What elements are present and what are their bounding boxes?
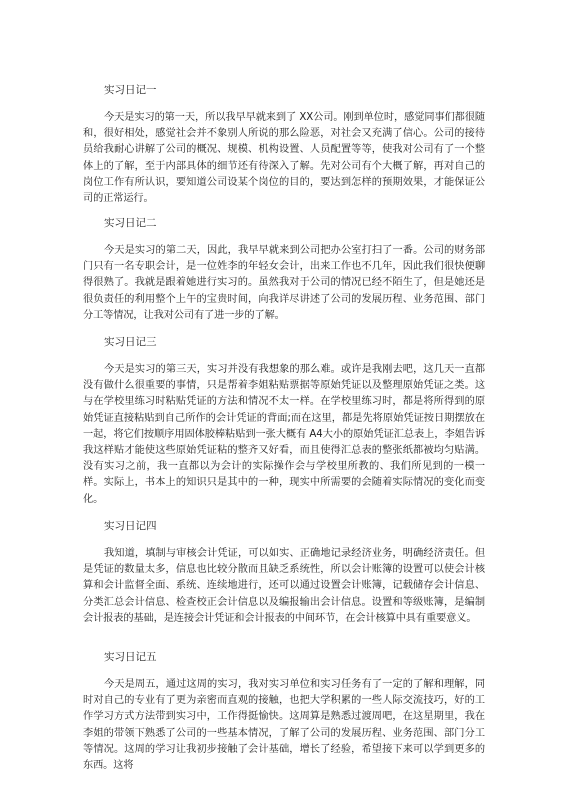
- entry-heading: 实习日记五: [104, 651, 157, 663]
- diary-entry-3: [83, 335, 485, 508]
- diary-entry-1: [83, 83, 485, 207]
- diary-entry-4: [83, 519, 485, 627]
- entry-heading: 实习日记四: [104, 520, 157, 532]
- entry-heading: 实习日记三: [104, 336, 157, 348]
- diary-entry-2: [83, 216, 485, 324]
- entry-body: 今天是周五，通过这周的实习，我对实习单位和实习任务有了一定的了解和理解，同时对自己的专业有了更为亲密而直观的接触，也把大学积累的一些人际交流技巧，好的工作学习方式方法带到实习中，工作得挺愉快。这周算是熟悉过渡周吧，在这星期里，我在李姐的带领下熟悉了公司的一些基本情况，了解了公司的发展历程、业务范围、部门分工等情况。这周的学习让我初步接触了会计基础，增长了经验，希望接下来可以学到更多的东西。这将: [83, 679, 485, 772]
- entry-body: 今天是实习的第二天，因此，我早早就来到公司把办公室打扫了一番。公司的财务部门只有一名专职会计，是一位姓李的年轻女会计，出来工作也不几年，因此我们很快便聊得很熟了。我就是跟着她进行实习的。虽然我对于公司的情况已经不陌生了，但是她还是很负责任的利用整个上午的宝贵时间，向我详尽讲述了公司的发展历程、业务范围、部门分工等情况，让我对公司有了进一步的了解。: [83, 245, 485, 321]
- entry-heading: 实习日记二: [104, 217, 157, 229]
- diary-entry-5: [83, 650, 485, 774]
- entry-body: 今天是实习的第一天，所以我早早就来到了 XX公司。刚到单位时，感觉同事们都很随和，很好相处，感觉社会并不象别人所说的那么险恶，对社会又充满了信心。公司的接待员给我耐心讲解了公司的概况、规模、机构设置、人员配置等等，使我对公司有了一个整体上的了解，至于内部具体的细节还有待深入了解。先对公司有个大概了解，再对自己的岗位工作有所认识，要知道公司设某个岗位的目的，要达到怎样的预期效果，才能保证公司的正常运行。: [83, 112, 485, 205]
- entry-body: 我知道，填制与审核会计凭证，可以如实、正确地记录经济业务，明确经济责任。但是凭证的数量太多，信息也比较分散而且缺乏系统性，所以会计账簿的设置可以使会计核算和会计监督全面、系统、连续地进行，还可以通过设置会计账簿，记载储存会计信息、分类汇总会计信息、检查校正会计信息以及编报输出会计信息。设置和等级账簿，是编制会计报表的基础，是连接会计凭证和会计报表的中间环节，在会计核算中具有重要意义。: [83, 548, 485, 624]
- entry-body: 今天是实习的第三天，实习并没有我想象的那么难。或许是我刚去吧，这几天一直都没有做什么很重要的事情，只是帮着李姐粘贴票据等原始凭证以及整理原始凭证之类。这与在学校里练习时粘贴凭证的方法和情况不太一样。在学校里练习时，都是将所得到的原始凭证直接粘贴到自己所作的会计凭证的背面;而在这里，都是先将原始凭证按日期摆放在一起，将它们按顺序用固体胶棒粘贴到一张大概有 A4大小的原始凭证汇总表上，李姐告诉我这样贴才能使这些原始凭证粘的整齐又好看，而且使得汇总表的整张纸都被均匀贴满。没有实习之前，我一直都以为会计的实际操作会与学校里所教的、我们所见到的一模一样。实际上，书本上的知识只是其中的一种，现实中所需要的会随着实际情况的变化而变化。: [83, 364, 485, 505]
- entry-heading: 实习日记一: [104, 84, 157, 96]
